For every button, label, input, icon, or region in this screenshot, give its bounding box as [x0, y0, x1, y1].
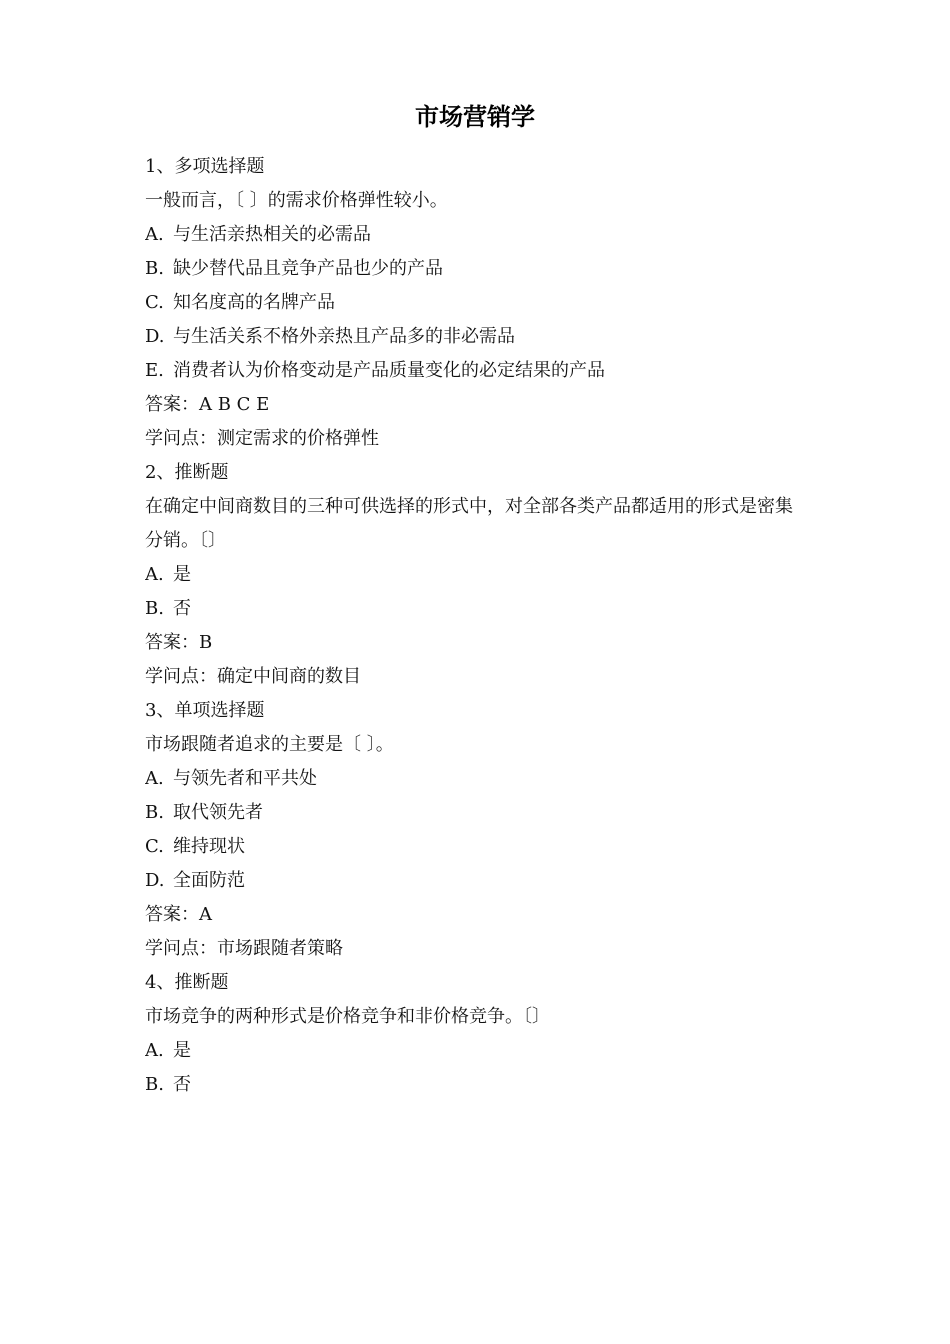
answer-line: 答案：A B C E — [145, 394, 270, 415]
question-stem: 市场跟随者追求的主要是〔 〕。 — [145, 734, 394, 755]
option-letter: A. — [145, 1040, 164, 1061]
answer-line: 答案：B — [145, 632, 213, 653]
option-b — [145, 592, 810, 626]
option-letter: A. — [145, 224, 164, 245]
option-a — [145, 558, 810, 592]
option-text: 与生活关系不格外亲热且产品多的非必需品 — [173, 326, 515, 347]
option-text: 是 — [173, 1040, 191, 1061]
knowledge-point: 学问点：市场跟随者策略 — [145, 938, 343, 959]
option-text: 全面防范 — [173, 870, 245, 891]
option-letter: D. — [145, 326, 165, 347]
option-a — [145, 1034, 810, 1068]
question-3 — [145, 694, 810, 966]
option-letter: C. — [145, 836, 164, 857]
option-letter: B. — [145, 598, 164, 619]
option-e — [145, 354, 810, 388]
option-text: 知名度高的名牌产品 — [173, 292, 335, 313]
question-2 — [145, 456, 810, 694]
option-text: 否 — [173, 1074, 191, 1095]
option-text: 与领先者和平共处 — [173, 768, 317, 789]
answer-line: 答案：A — [145, 904, 212, 925]
option-letter: C. — [145, 292, 164, 313]
option-a — [145, 762, 810, 796]
option-text: 缺少替代品且竞争产品也少的产品 — [173, 258, 443, 279]
question-stem: 市场竞争的两种形式是价格竞争和非价格竞争。〔〕 — [145, 1006, 550, 1027]
knowledge-point: 学问点：确定中间商的数目 — [145, 666, 361, 687]
question-stem: 在确定中间商数目的三种可供选择的形式中，对全部各类产品都适用的形式是密集分销。〔〕 — [145, 496, 793, 551]
option-text: 与生活亲热相关的必需品 — [173, 224, 371, 245]
knowledge-point: 学问点：测定需求的价格弹性 — [145, 428, 379, 449]
question-header: 2、推断题 — [145, 462, 229, 483]
option-letter: B. — [145, 1074, 164, 1095]
option-letter: D. — [145, 870, 165, 891]
option-d — [145, 320, 810, 354]
question-4 — [145, 966, 810, 1102]
question-header: 1、多项选择题 — [145, 156, 265, 177]
option-letter: A. — [145, 768, 164, 789]
question-header: 3、单项选择题 — [145, 700, 265, 721]
option-b — [145, 252, 810, 286]
option-b — [145, 1068, 810, 1102]
document-title: 市场营销学 — [415, 103, 535, 131]
question-header: 4、推断题 — [145, 972, 229, 993]
option-b — [145, 796, 810, 830]
option-c — [145, 830, 810, 864]
option-d — [145, 864, 810, 898]
option-a — [145, 218, 810, 252]
option-letter: E. — [145, 360, 164, 381]
option-letter: B. — [145, 802, 164, 823]
option-c — [145, 286, 810, 320]
option-text: 维持现状 — [173, 836, 245, 857]
question-1 — [145, 150, 810, 456]
option-text: 消费者认为价格变动是产品质量变化的必定结果的产品 — [173, 360, 605, 381]
question-list — [145, 150, 810, 1102]
option-text: 否 — [173, 598, 191, 619]
option-letter: B. — [145, 258, 164, 279]
option-text: 是 — [173, 564, 191, 585]
option-text: 取代领先者 — [173, 802, 263, 823]
option-letter: A. — [145, 564, 164, 585]
question-stem: 一般而言，〔 〕的需求价格弹性较小。 — [145, 190, 448, 211]
